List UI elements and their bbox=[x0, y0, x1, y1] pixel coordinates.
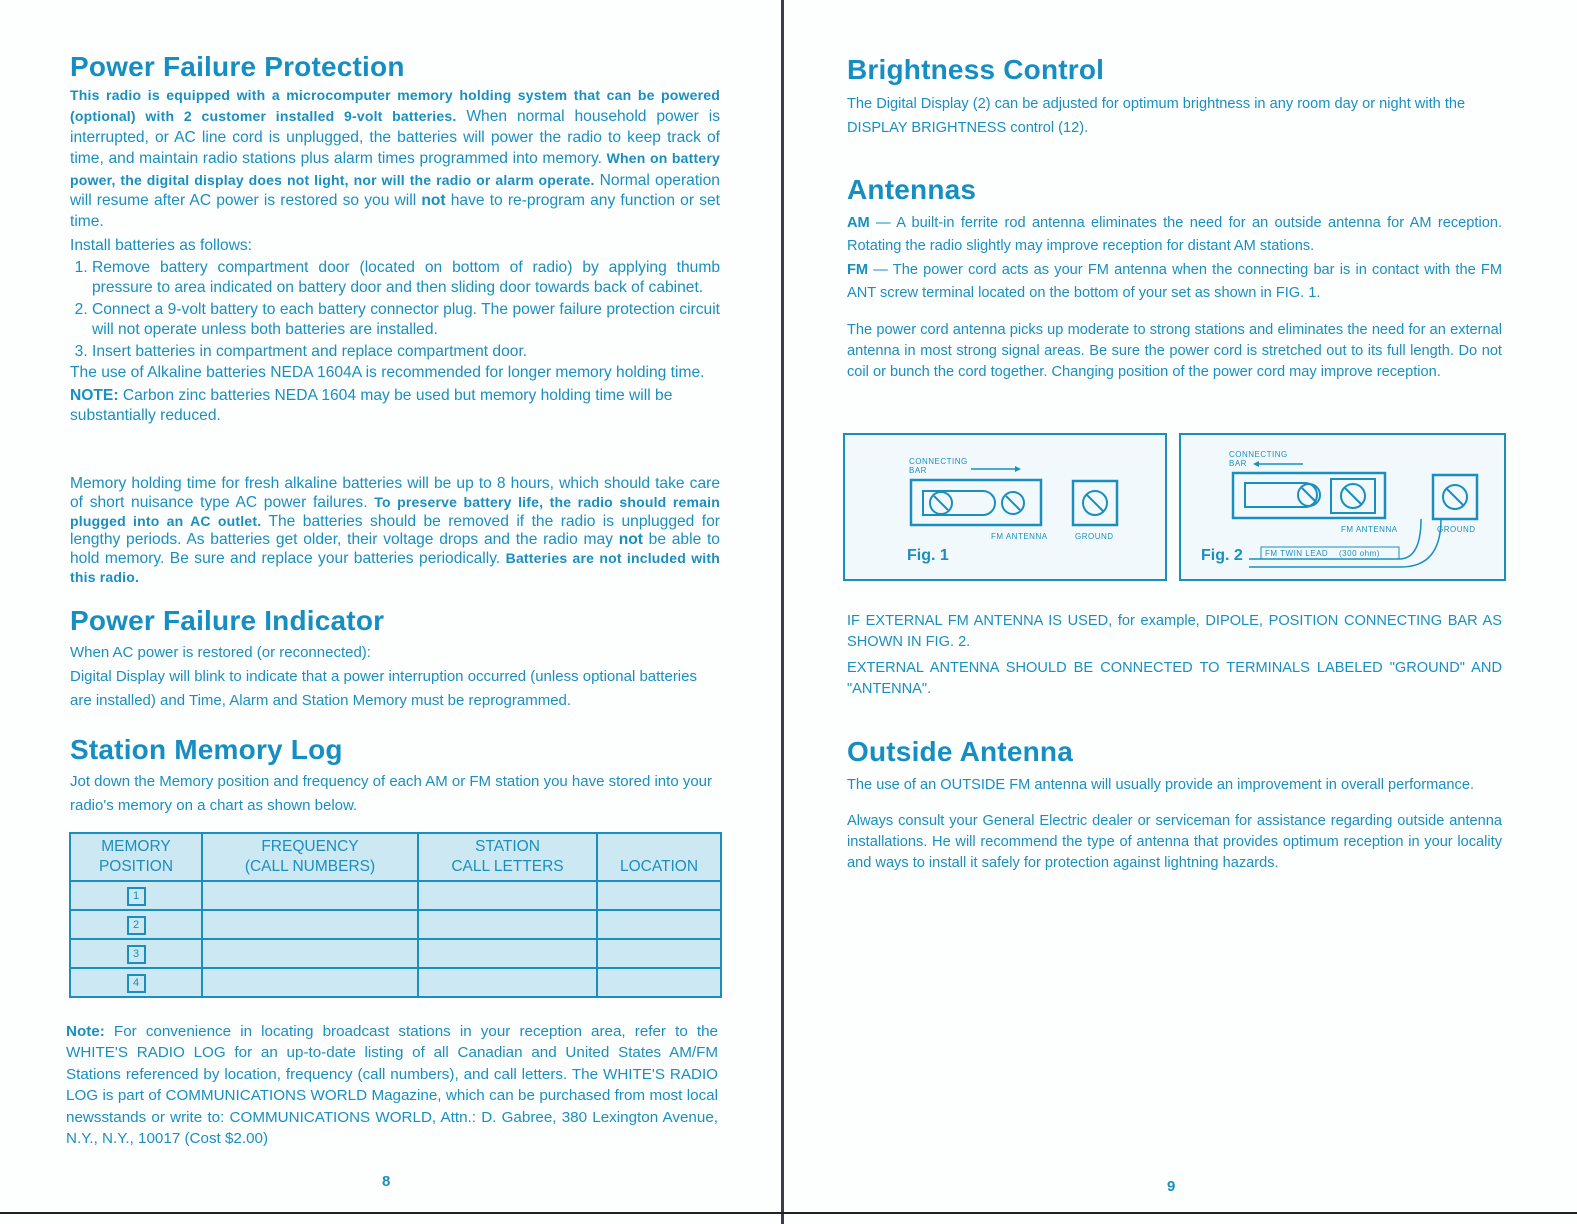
radio-log-note: Note: For convenience in locating broadcast stations in your reception area, refer to the WHITE'S RADIO LOG for an up-to-date listing of all Canadian and United States AM/FM Stations referenced by location, frequency (call numbers), and call letters. The WHITE'S RADIO LOG is part of COMMUNICATIONS WORLD Magazine, which can be purchased from most local newsstands or write to: COMMUNICATIONS WORLD, Attn.: D. Gabree, 380 Lexington Avenue, N.Y., N.Y., 10017 (Cost $2.00) bbox=[66, 1023, 718, 1148]
left-page bbox=[0, 0, 782, 1224]
memory-log-table bbox=[69, 832, 722, 998]
external-line: IF EXTERNAL FM ANTENNA IS USED, for example, DIPOLE, POSITION CONNECTING BAR AS SHOWN IN FIG. 2. bbox=[847, 613, 1502, 650]
page-number: 9 bbox=[1167, 1178, 1176, 1195]
outside-text: The use of an OUTSIDE FM antenna will usually provide an improvement in overall performance. bbox=[847, 776, 1475, 793]
header-station: STATION CALL LETTERS bbox=[418, 833, 597, 881]
log-text: Jot down the Memory position and frequency of each AM or FM station you have stored into your radio's memory on a chart as shown below. bbox=[70, 772, 713, 814]
figure-1 bbox=[843, 433, 1167, 581]
page-number: 8 bbox=[382, 1173, 391, 1190]
fm-antenna-label: FM ANTENNA bbox=[1341, 525, 1398, 534]
power-failure-indicator-section bbox=[70, 606, 720, 713]
table-row bbox=[70, 939, 721, 968]
brightness-section bbox=[847, 55, 1502, 140]
outside-antenna-section bbox=[847, 737, 1502, 874]
install-heading: Install batteries as follows: bbox=[70, 237, 253, 255]
figure-2 bbox=[1179, 433, 1506, 581]
indicator-line: When AC power is restored (or reconnected): bbox=[70, 643, 371, 661]
install-step: 3. Insert batteries in compartment and replace compartment door. bbox=[92, 342, 720, 363]
table-row bbox=[70, 910, 721, 939]
memory-holding-paragraph: Memory holding time for fresh alkaline batteries will be up to 8 hours, which should take care of short nuisance type AC power failures. To preserve battery life, the radio should remain plugged into an AC outlet. The batteries should be removed if the radio is unplugged for lengthy periods. As batteries get older, their voltage drops and the radio may not be able to hold memory. Be sure and replace your batteries periodically. Batteries are not included with this radio. bbox=[70, 475, 720, 585]
power-cord-text: The power cord antenna picks up moderate to strong stations and eliminates the need for an external antenna in most strong signal areas. Be sure the power cord is stretched out to its full length. Do not coil or bunch the cord together. Changing position of the power cord may improve reception. bbox=[847, 321, 1502, 380]
section-title: Antennas bbox=[847, 174, 977, 205]
am-text: AM — A built-in ferrite rod antenna eliminates the need for an outside antenna for AM reception. Rotating the radio slightly may improve reception for distant AM stations. bbox=[847, 214, 1502, 255]
antennas-section bbox=[847, 175, 1502, 383]
connecting-bar-label: CONNECTING BAR bbox=[1229, 450, 1288, 468]
station-memory-log-section bbox=[70, 735, 720, 818]
page-bottom-edge bbox=[0, 1212, 1577, 1214]
install-step: 1. Remove battery compartment door (located on bottom of radio) by applying thumb pressure to area indicated on battery door and then sliding door towards back of cabinet. bbox=[92, 258, 720, 299]
memory-log-table-wrap bbox=[69, 832, 719, 998]
section-title: Brightness Control bbox=[847, 54, 1105, 85]
table-row bbox=[70, 881, 721, 910]
header-location: LOCATION bbox=[597, 833, 721, 881]
section-title: Power Failure Indicator bbox=[70, 605, 385, 636]
twin-lead-label: FM TWIN LEAD bbox=[1265, 549, 1329, 558]
right-page bbox=[784, 0, 1577, 1224]
fm-text: FM — The power cord acts as your FM antenna when the connecting bar is in contact with the FM ANT screw terminal located on the bottom of your set as shown in FIG. 1. bbox=[847, 261, 1502, 302]
memory-position-box: 1 bbox=[127, 887, 146, 906]
memory-position-box: 2 bbox=[127, 916, 146, 935]
ground-label: GROUND bbox=[1075, 532, 1114, 541]
header-memory-position: MEMORY POSITION bbox=[70, 833, 202, 881]
note-paragraph: NOTE: Carbon zinc batteries NEDA 1604 may be used but memory holding time will be substantially reduced. bbox=[70, 386, 673, 425]
table-row bbox=[70, 968, 721, 997]
power-failure-protection-section bbox=[70, 52, 720, 427]
section-title: Power Failure Protection bbox=[70, 51, 405, 82]
connecting-bar-label: CONNECTING BAR bbox=[909, 457, 968, 475]
brightness-text: The Digital Display (2) can be adjusted for optimum brightness in any room day or night with the DISPLAY BRIGHTNESS control (12). bbox=[847, 95, 1466, 136]
figure-caption: Fig. 1 bbox=[907, 547, 949, 564]
section-title: Outside Antenna bbox=[847, 736, 1073, 767]
section-title: Station Memory Log bbox=[70, 734, 343, 765]
figure-caption: Fig. 2 bbox=[1201, 547, 1243, 564]
header-frequency: FREQUENCY (CALL NUMBERS) bbox=[202, 833, 418, 881]
intro-paragraph: This radio is equipped with a microcomputer memory holding system that can be powered (optional) with 2 customer installed 9-volt batteries. When normal household power is interrupted, or AC line cord is unplugged, the batteries will power the radio to keep track of time, and maintain radio stations plus alarm times programmed into memory. When on battery power, the digital display does not light, nor will the radio or alarm operate. Normal operation will resume after AC power is restored so you will not have to re-program any function or set time. bbox=[70, 86, 720, 230]
indicator-text: Digital Display will blink to indicate that a power interruption occurred (unless optional batteries are installed) and Time, Alarm and Station Memory must be reprogrammed. bbox=[70, 667, 697, 709]
install-step: 2. Connect a 9-volt battery to each battery connector plug. The power failure protection circuit will not operate unless both batteries are installed. bbox=[92, 300, 720, 341]
fig1-diagram bbox=[845, 435, 1165, 579]
ground-label: GROUND bbox=[1437, 525, 1476, 534]
memory-position-box: 4 bbox=[127, 974, 146, 993]
ohm-label: (300 ohm) bbox=[1339, 549, 1380, 558]
external-line: EXTERNAL ANTENNA SHOULD BE CONNECTED TO TERMINALS LABELED "GROUND" AND "ANTENNA". bbox=[847, 660, 1502, 697]
fm-antenna-label: FM ANTENNA bbox=[991, 532, 1048, 541]
memory-position-box: 3 bbox=[127, 945, 146, 964]
external-antenna-section bbox=[847, 611, 1502, 700]
alkaline-paragraph: The use of Alkaline batteries NEDA 1604A is recommended for longer memory holding time. bbox=[70, 364, 705, 382]
outside-text: Always consult your General Electric dealer or serviceman for assistance regarding outside antenna installations. He will recommend the type of antenna that provides optimum reception in your locality and ways to install it safely for protection against lightning hazards. bbox=[847, 812, 1502, 871]
install-steps bbox=[70, 258, 720, 363]
